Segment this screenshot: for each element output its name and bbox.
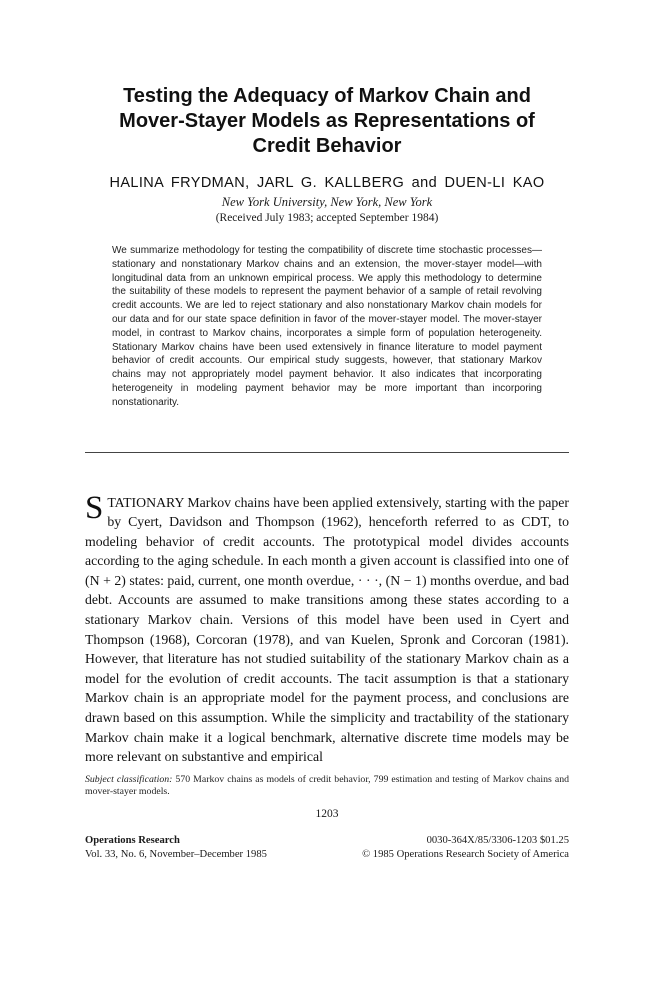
drop-cap: S xyxy=(85,489,104,526)
issn-code: 0030-364X/85/3306-1203 $01.25 xyxy=(426,835,569,847)
subject-classification-footnote xyxy=(85,774,569,799)
journal-name: Operations Research xyxy=(85,835,180,847)
body-paragraph-text: TATIONARY Markov chains have been applied extensively, starting with the paper by Cyert, Davidson and Thompson (1962), henceforth referred to as CDT, to modeling behavior of credit accounts. The prototypical model divides accounts according to the aging schedule. In each month a given account is classified into one of (N + 2) states: paid, current, one month overdue, · · ·, (N − 1) months overdue, and bad debt. Accounts are assumed to make transitions among these states according to a stationary Markov chain. Versions of this model have been used in Cyert and Thompson (1968), Corcoran (1978), and van Kuelen, Spronk and Corcoran (1981). However, that literature has not studied suitability of the stationary Markov chain as a model for the evolution of credit accounts. The tacit assumption is that a stationary Markov chain is an appropriate model for the payment process, and conclusions are drawn based on this assumption. While the simplicity and tractability of the stationary Markov chain make it a logical benchmark, alternative discrete time models may be more relevant on substantive and empirical xyxy=(85,494,569,765)
copyright-notice: © 1985 Operations Research Society of America xyxy=(362,849,569,861)
footnote-label: Subject classification: xyxy=(85,773,173,785)
abstract-text: We summarize methodology for testing the compatibility of discrete time stochastic processes—stationary and nonstationary Markov chains and an extension, the mover-stayer model—with longitudinal data from an unknown empirical process. We apply this methodology to determine the suitability of these models to represent the payment behavior of a sample of retail revolving credit accounts. We are led to reject stationary and also nonstationary Markov chain models for our data and for our state space definition in favor of the mover-stayer model. The mover-stayer model, in contrast to Markov chains, incorporates a simple form of population heterogeneity. Stationary Markov chains have been used extensively in finance literature to model payment behavior of credit accounts. Our empirical study suggests, however, that stationary Markov chains may not appropriately model payment behavior. It also indicates that incorporating heterogeneity in modeling payment behavior may be more important than incorporing nonstationarity. xyxy=(112,245,542,408)
journal-volume: Vol. 33, No. 6, November–December 1985 xyxy=(85,849,267,861)
author-affiliation: New York University, New York, New York xyxy=(221,195,433,209)
footer-left xyxy=(85,834,267,863)
received-dates: (Received July 1983; accepted September 1984) xyxy=(215,212,439,224)
article-title-line2: Mover-Stayer Models as Representations of xyxy=(119,110,535,132)
journal-footer xyxy=(85,834,569,863)
page-number: 1203 xyxy=(315,808,339,821)
author-names: HALINA FRYDMAN, JARL G. KALLBERG and DUEN-LI KAO xyxy=(109,175,545,191)
article-title-line3: Credit Behavior xyxy=(252,135,402,157)
body-paragraph xyxy=(85,489,569,767)
article-title-line1: Testing the Adequacy of Markov Chain and xyxy=(123,85,531,107)
article-title xyxy=(85,84,569,159)
section-divider xyxy=(85,452,569,453)
footnote-text: 570 Markov chains as models of credit behavior, 799 estimation and testing of Markov chains and mover-stayer models. xyxy=(85,773,570,798)
footer-right xyxy=(362,834,569,863)
